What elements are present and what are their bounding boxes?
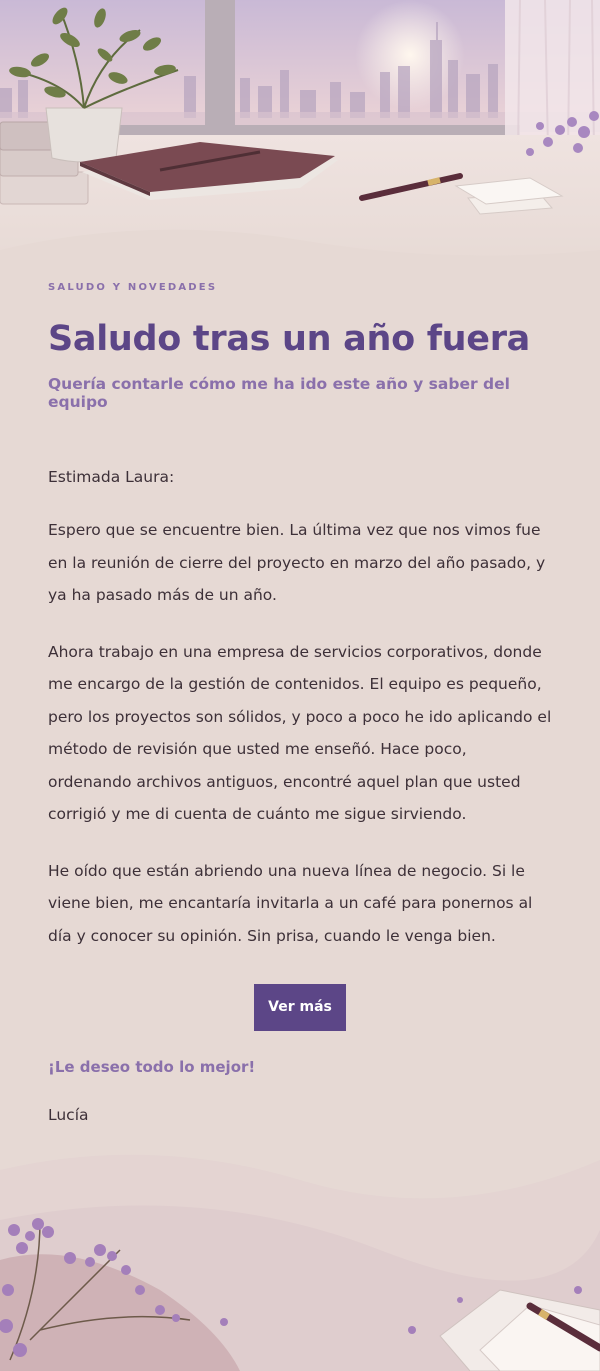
hero-illustration <box>0 0 600 280</box>
body-paragraph: Ahora trabajo en una empresa de servicios corporativos, donde me encargo de la gestión de contenidos. El equipo es pequeño, pero los proyectos son sólidos, y poco a poco he ido aplicando el método de revisión que usted me enseñó. Hace poco, ordenando archivos antiguos, encontré aquel plan que usted corrigió y me di cuenta de cuánto me sigue sirviendo. <box>48 642 552 824</box>
greeting: Estimada Laura: <box>48 468 175 487</box>
subtitle: Quería contarle cómo me ha ido este año y saber del equipo <box>48 375 510 412</box>
cta-wrapper <box>48 984 552 1031</box>
closing-line: ¡Le deseo todo lo mejor! <box>48 1058 256 1077</box>
ver-mas-button[interactable]: Ver más <box>254 984 346 1031</box>
footer-flowers-scene <box>0 1140 600 1371</box>
page-title: Saludo tras un año fuera <box>48 319 530 359</box>
footer-illustration <box>0 1140 600 1371</box>
body-paragraph: Espero que se encuentre bien. La última vez que nos vimos fue en la reunión de cierre del proyecto en marzo del año pasado, y ya ha pasado más de un año. <box>48 521 546 605</box>
email-content <box>0 280 600 1124</box>
body-paragraph: He oído que están abriendo una nueva línea de negocio. Si le viene bien, me encantaría invitarla a un café para ponernos al día y conocer su opinión. Sin prisa, cuando le venga bien. <box>48 861 533 945</box>
signature: Lucía <box>48 1106 89 1125</box>
eyebrow-label: SALUDO Y NOVEDADES <box>48 282 218 293</box>
desk-window-scene <box>0 0 600 280</box>
